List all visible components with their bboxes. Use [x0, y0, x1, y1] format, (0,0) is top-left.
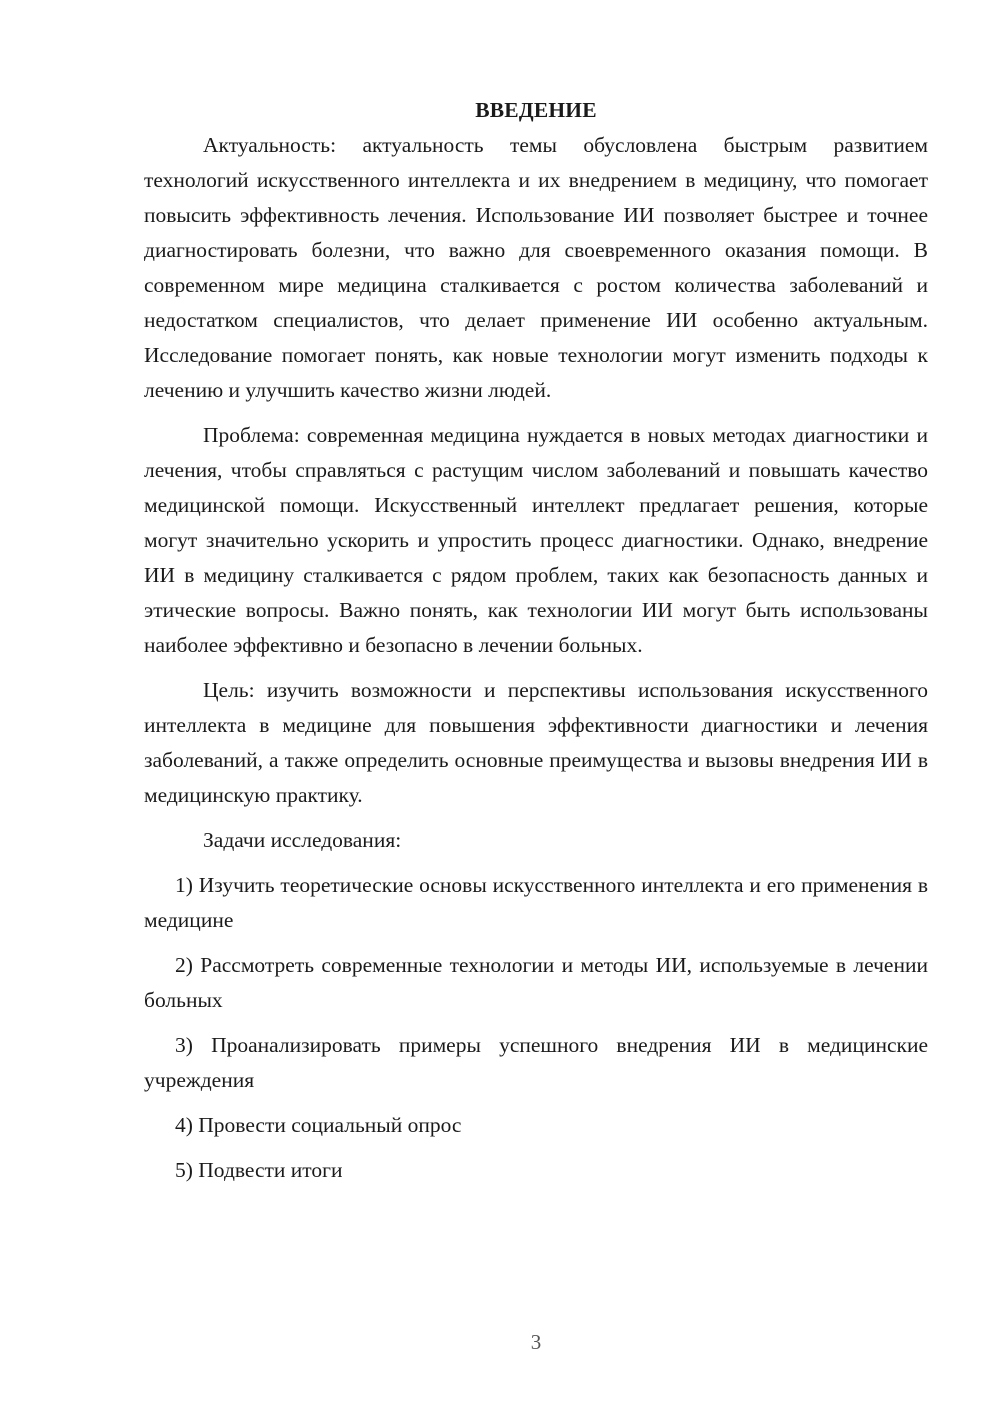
spacer — [144, 813, 928, 823]
task-item: 1) Изучить теоретические основы искусственного интеллекта и его применения в медицине — [144, 873, 928, 932]
section-heading: ВВЕДЕНИЕ — [475, 98, 597, 122]
task-item: 2) Рассмотреть современные технологии и методы ИИ, используемые в лечении больных — [144, 953, 928, 1012]
paragraph-goal: Цель: изучить возможности и перспективы использования искусственного интеллекта в медицине для повышения эффективности диагностики и лечения заболеваний, а также определить основные преимущества и вызовы внедрения ИИ в медицинскую практику. — [144, 678, 928, 807]
tasks-title: Задачи исследования: — [203, 828, 402, 852]
paragraph-relevance: Актуальность: актуальность темы обусловлена быстрым развитием технологий искусственного интеллекта и их внедрением в медицину, что помогает повысить эффективность лечения. Использование ИИ позволяет быстрее и точнее диагностировать болезни, что важно для своевременного оказания помощи. В современном мире медицина сталкивается с ростом количества заболеваний и недостатком специалистов, что делает применение ИИ особенно актуальным. Исследование помогает понять, как новые технологии могут изменить подходы к лечению и улучшить качество жизни людей. — [144, 133, 928, 402]
spacer — [144, 1018, 928, 1028]
page-number: 3 — [530, 1330, 542, 1354]
task-item: 4) Провести социальный опрос — [175, 1113, 462, 1137]
document-page — [144, 92, 928, 1188]
task-item: 5) Подвести итоги — [175, 1158, 343, 1182]
spacer — [144, 1143, 928, 1153]
spacer — [144, 408, 928, 418]
spacer — [144, 663, 928, 673]
task-item: 3) Проанализировать примеры успешного внедрения ИИ в медицинские учреждения — [144, 1033, 928, 1092]
spacer — [144, 858, 928, 868]
spacer — [144, 938, 928, 948]
spacer — [144, 1098, 928, 1108]
paragraph-problem: Проблема: современная медицина нуждается в новых методах диагностики и лечения, чтобы справляться с растущим числом заболеваний и повышать качество медицинской помощи. Искусственный интеллект предлагает решения, которые могут значительно ускорить и упростить процесс диагностики. Однако, внедрение ИИ в медицину сталкивается с рядом проблем, таких как безопасность данных и этические вопросы. Важно понять, как технологии ИИ могут быть использованы наиболее эффективно и безопасно в лечении больных. — [144, 423, 928, 657]
